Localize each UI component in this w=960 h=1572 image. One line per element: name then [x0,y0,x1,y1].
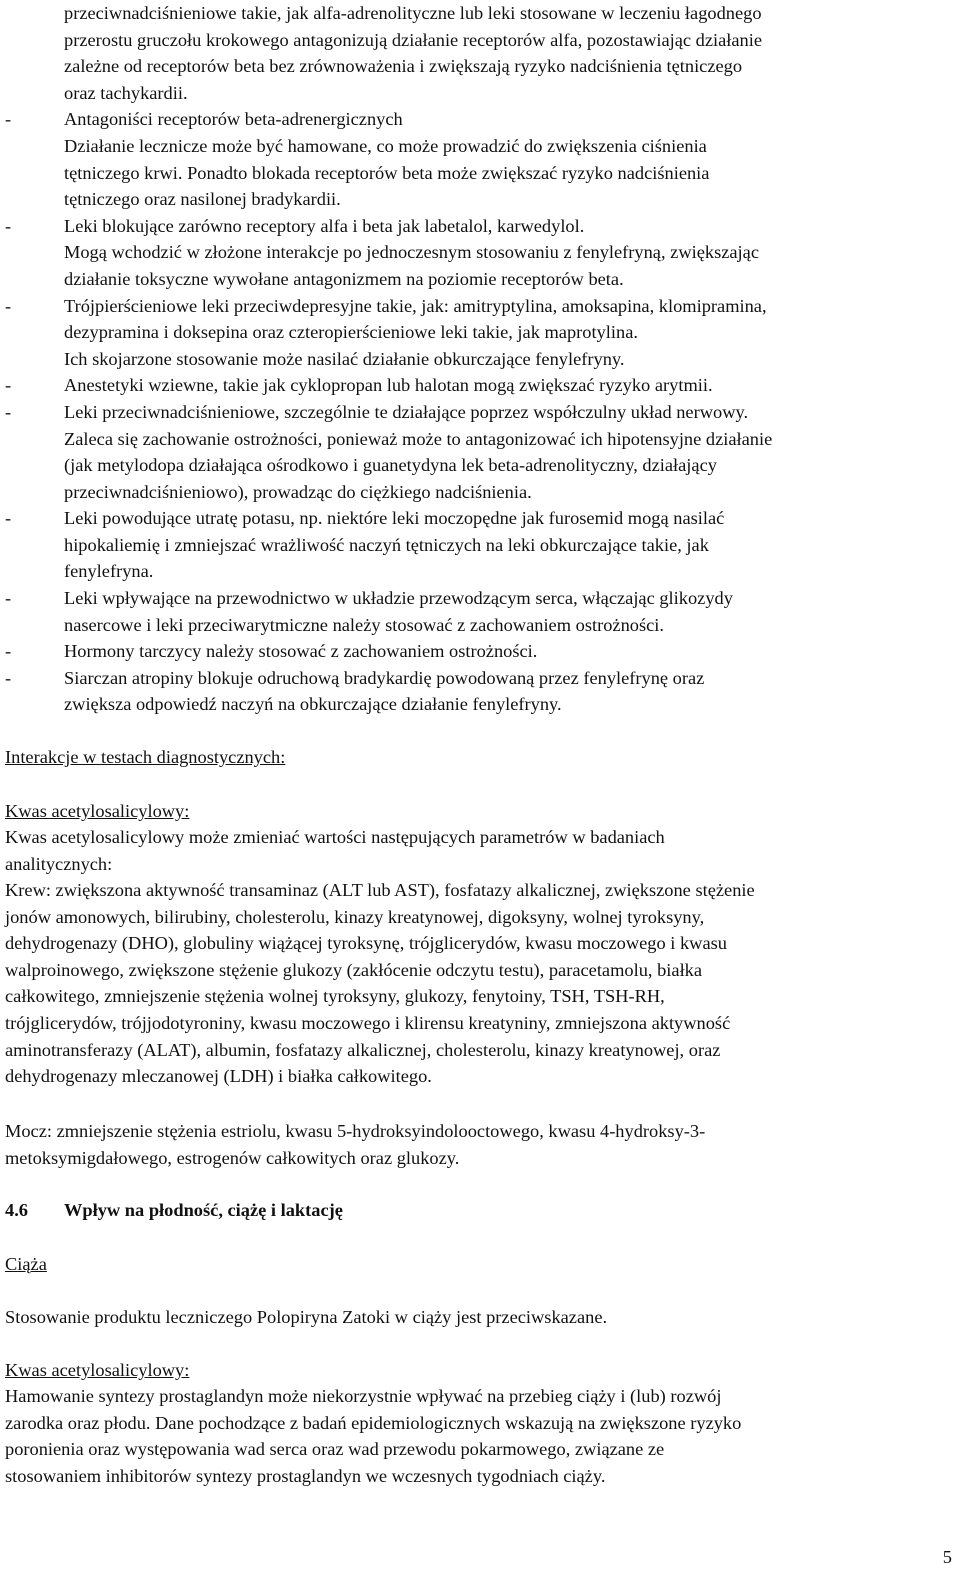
page-number: 5 [942,1547,952,1567]
list-item-text: Leki wpływające na przewodnictwo w układzie przewodzącym serca, włączając glikozydy nasercowe i leki przeciwarytmiczne należy stosować z zachowaniem ostrożności. [64,588,733,635]
list-item [5,665,960,718]
bullet-dash: - [5,215,12,236]
list-item-text: Leki przeciwnadciśnieniowe, szczególnie te działające poprzez współczulny układ nerwowy. Zaleca się zachowanie ostrożności, ponieważ może to antagonizować ich hipotensyjne działanie (jak metylodopa działająca ośrodkowo i guanetydyna lek beta-adrenolityczny, działający przeciwnadciśnieniowo), prowadząc do ciężkiego nadciśnienia. [64,401,773,502]
interaction-list [5,0,960,718]
bullet-dash: - [5,295,12,316]
bullet-dash: - [5,375,12,396]
bullet-dash: - [5,508,12,529]
list-item-text: Trójpierścieniowe leki przeciwdepresyjne takie, jak: amitryptylina, amoksapina, klomipramina, dezypramina i doksepina oraz czteropierścieniowe leki takie, jak maprotylina. Ich skojarzone stosowanie może nasilać działanie obkurczające fenylefryny. [64,295,767,369]
list-item [5,638,960,665]
section-number: 4.6 [5,1200,28,1220]
asa-pregnancy-heading: Kwas acetylosalicylowy: [5,1360,190,1380]
section-title: Wpływ na płodność, ciążę i laktację [64,1200,343,1220]
asa-subheading: Kwas acetylosalicylowy: [5,801,190,821]
list-item-text: Leki powodujące utratę potasu, np. niektóre leki moczopędne jak furosemid mogą nasilać hipokaliemię i zmniejszać wrażliwość naczyń tętniczych na leki obkurczające takie, jak fenylefryna. [64,508,725,582]
list-item-text: Antagoniści receptorów beta-adrenergicznych Działanie lecznicze może być hamowane, co może prowadzić do zwiększenia ciśnienia tętniczego krwi. Ponadto blokada receptorów beta może zwiększać ryzyko nadciśnienia tętniczego oraz nasilonej bradykardii. [64,109,710,210]
list-item [5,505,960,585]
continuation-text: przeciwnadciśnieniowe takie, jak alfa-adrenolityczne lub leki stosowane w leczeniu łagodnego przerostu gruczołu krokowego antagonizują działanie receptorów alfa, pozostawiając działanie zależne od receptorów beta bez zrównoważenia i zwiększają ryzyko nadciśnienia tętniczego oraz tachykardii. [64,3,763,103]
pregnancy-text: Stosowanie produktu leczniczego Polopiryna Zatoki w ciąży jest przeciwskazane. [5,1307,608,1327]
list-item-continuation [5,0,960,106]
blood-parameters: Krew: zwiększona aktywność transaminaz (ALT lub AST), fosfatazy alkalicznej, zwiększone stężenie jonów amonowych, bilirubiny, cholesterolu, kinazy kreatynowej, digoksyny, wolnej tyroksyny, dehydrogenazy (DHO), globuliny wiążącej tyroksynę, trójglicerydów, kwasu moczowego i kwasu walproinowego, zwiększone stężenie glukozy (zakłócenie odczytu testu), paracetamolu, białka całkowitego, zmniejszenie stężenia wolnej tyroksyny, glukozy, fenytoiny, TSH, TSH-RH, trójglicerydów, trójjodotyroniny, kwasu moczowego i klirensu kreatyniny, zmniejszona aktywność aminotransferazy (ALAT), albumin, fosfatazy alkalicznej, cholesterolu, kinazy kreatynowej, oraz dehydrogenazy mleczanowej (LDH) i białka całkowitego. [5,880,755,1087]
urine-parameters: Mocz: zmniejszenie stężenia estriolu, kwasu 5-hydroksyindolooctowego, kwasu 4-hydroksy-3- metoksymigdałowego, estrogenów całkowitych oraz glukozy. [5,1121,706,1168]
bullet-dash: - [5,109,12,130]
list-item-text: Anestetyki wziewne, takie jak cyklopropan lub halotan mogą zwiększać ryzyko arytmii. [64,375,713,396]
list-item-text: Hormony tarczycy należy stosować z zachowaniem ostrożności. [64,641,538,662]
pregnancy-heading: Ciąża [5,1254,47,1274]
diagnostic-intro: Kwas acetylosalicylowy może zmieniać wartości następujących parametrów w badaniach analitycznych: [5,827,665,874]
list-item-text: Siarczan atropiny blokuje odruchową bradykardię powodowaną przez fenylefrynę oraz zwiększa odpowiedź naczyń na obkurczające działanie fenylefryny. [64,667,705,715]
section-heading [5,1197,960,1224]
bullet-dash: - [5,641,12,662]
list-item-text: Leki blokujące zarówno receptory alfa i beta jak labetalol, karwedylol. Mogą wchodzić w złożone interakcje po jednoczesnym stosowaniu z fenylefryną, zwiększając działanie toksyczne wywołane antagonizmem na poziomie receptorów beta. [64,215,759,289]
diagnostic-heading: Interakcje w testach diagnostycznych: [5,747,286,767]
list-item [5,585,960,638]
list-item [5,372,960,399]
asa-pregnancy-text: Hamowanie syntezy prostaglandyn może niekorzystnie wpływać na przebieg ciąży i (lub) rozwój zarodka oraz płodu. Dane pochodzące z badań epidemiologicznych wskazują na zwiększone ryzyko poronienia oraz występowania wad serca oraz wad przewodu pokarmowego, związane ze stosowaniem inhibitorów syntezy prostaglandyn we wczesnych tygodniach ciąży. [5,1386,742,1486]
list-item [5,213,960,293]
bullet-dash: - [5,667,12,688]
list-item [5,293,960,373]
list-item [5,106,960,212]
bullet-dash: - [5,588,12,609]
bullet-dash: - [5,401,12,422]
list-item [5,399,960,505]
